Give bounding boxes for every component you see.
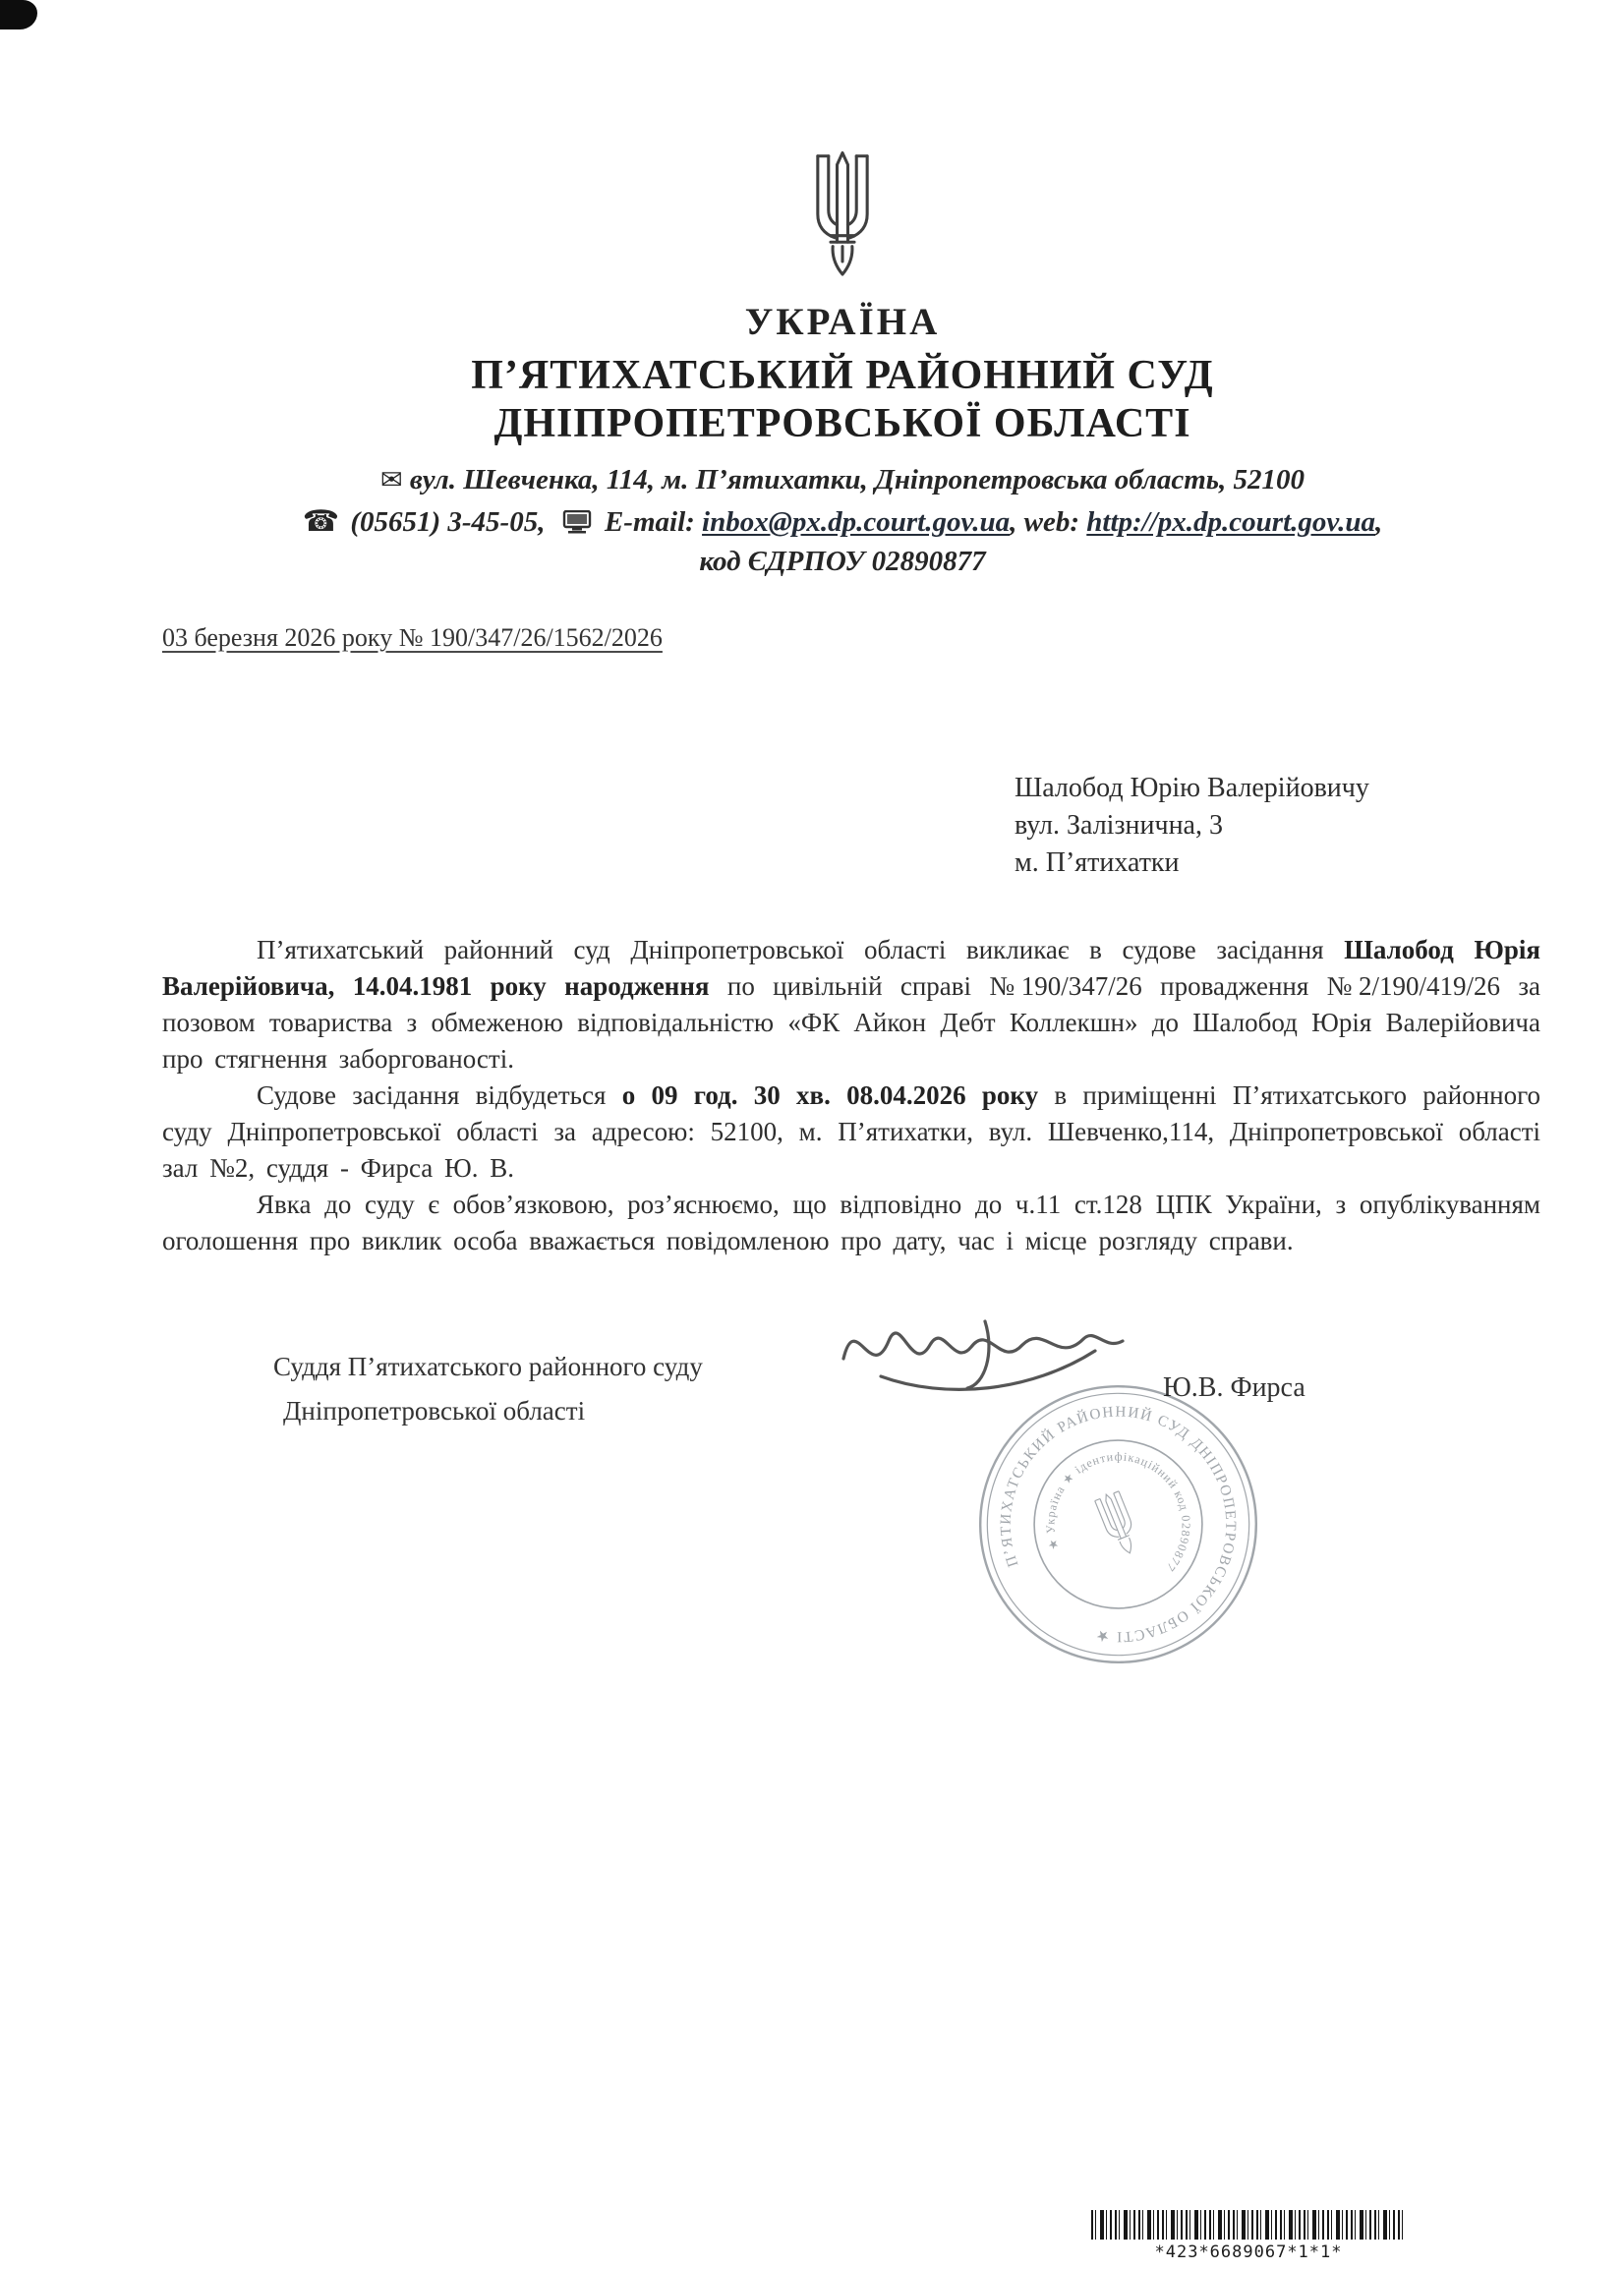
body-paragraph-3 — [162, 1187, 1540, 1259]
p3-text: Явка до суду є обов’язковою, роз’яснюємо, що відповідно до ч.11 ст.128 ЦПК України, з опублікуванням оголошення про виклик особа вважається повідомленою про дату, час і місце розгляду справи. — [162, 1190, 1540, 1255]
barcode-bars — [1091, 2210, 1406, 2240]
court-address: вул. Шевченка, 114, м. П’ятихатки, Дніпропетровська область, 52100 — [409, 464, 1305, 495]
email-label: E-mail: — [604, 506, 695, 538]
country-title: УКРАЇНА — [744, 301, 941, 343]
court-phone: (05651) 3-45-05, — [350, 506, 546, 538]
court-name-line2: ДНІПРОПЕТРОВСЬКОЇ ОБЛАСТІ — [493, 401, 1191, 446]
envelope-icon: ✉ — [379, 465, 403, 495]
recipient-city: м. П’ятихатки — [1015, 847, 1180, 878]
judge-title-line2: Дніпропетровської області — [283, 1396, 586, 1426]
scan-corner-artifact — [0, 0, 37, 29]
letterhead — [0, 147, 1624, 578]
court-name-line1: П’ЯТИХАТСЬКИЙ РАЙОННИЙ СУД — [471, 353, 1214, 398]
stamp-outer-text: П’ЯТИХАТСЬКИЙ РАЙОННИЙ СУД ДНІПРОПЕТРОВСЬКОЇ ОБЛАСТІ ★ — [997, 1403, 1240, 1646]
email-link[interactable]: inbox@px.dp.court.gov.ua — [702, 506, 1011, 538]
p1-bold-defendant: Шалобод Юрія Валерійовича, 14.04.1981 року народження — [162, 935, 1540, 1001]
web-label: web: — [1023, 506, 1080, 538]
phone-icon: ☎ — [302, 504, 340, 539]
p1-text-tail: по цивільній справі №190/347/26 провадження №2/190/419/26 за позовом товариства з обмеженою відповідальністю «ФК Айкон Дебт Коллекшн» до Шалобод Юрія Валерійовича про стягнення заборгованості. — [162, 971, 1540, 1074]
barcode-block — [1091, 2210, 1406, 2262]
web-link[interactable]: http://px.dp.court.gov.ua — [1086, 506, 1376, 538]
recipient-name: Шалобод Юрію Валерійовичу — [1015, 773, 1369, 803]
body-paragraph-2 — [162, 1077, 1540, 1187]
edrpou-code: код ЄДРПОУ 02890877 — [699, 546, 986, 577]
judge-name: Ю.В. Фирса — [1163, 1372, 1305, 1403]
date-and-reference-number: 03 березня 2026 року № 190/347/26/1562/2026 — [162, 623, 663, 652]
svg-text:П’ЯТИХАТСЬКИЙ РАЙОННИЙ СУД ДНІ — [968, 1374, 1268, 1674]
court-address-line — [61, 462, 1624, 498]
barcode-value: *423*6689067*1*1* — [1154, 2242, 1343, 2262]
p2-bold-datetime: о 09 год. 30 хв. 08.04.2026 року — [621, 1080, 1039, 1110]
judge-title-block — [273, 1345, 703, 1433]
recipient-street: вул. Залізнична, 3 — [1015, 810, 1223, 841]
p1-text: П’ятихатський районний суд Дніпропетровської області викликає в судове засідання — [257, 935, 1345, 964]
recipient-block — [1015, 770, 1369, 882]
p2-text: Судове засідання відбудеться — [257, 1080, 622, 1110]
letter-body — [162, 932, 1540, 1259]
ukraine-trident-icon — [787, 147, 898, 285]
court-round-stamp — [968, 1374, 1268, 1674]
stamp-trident-icon — [1094, 1489, 1141, 1557]
stamp-inner-text: ★ Україна ★ ідентифікаційний код 02890877 — [1043, 1449, 1193, 1575]
web-comma: , — [1375, 506, 1383, 538]
body-paragraph-1 — [162, 932, 1540, 1077]
svg-text:★ Україна ★ ідентифікаційний к — [1020, 1427, 1213, 1614]
email-comma: , — [1010, 506, 1017, 538]
judge-title-line1: Суддя П’ятихатського районного суду — [273, 1352, 703, 1381]
computer-icon — [562, 510, 592, 534]
p2-text-tail: в приміщенні П’ятихатського районного суду Дніпропетровської області за адресою: 52100, м. П’ятихатки, вул. Шевченко,114, Дніпропетровської області зал №2, суддя - Фирса Ю. В. — [162, 1080, 1540, 1183]
court-contact-line — [61, 504, 1624, 540]
